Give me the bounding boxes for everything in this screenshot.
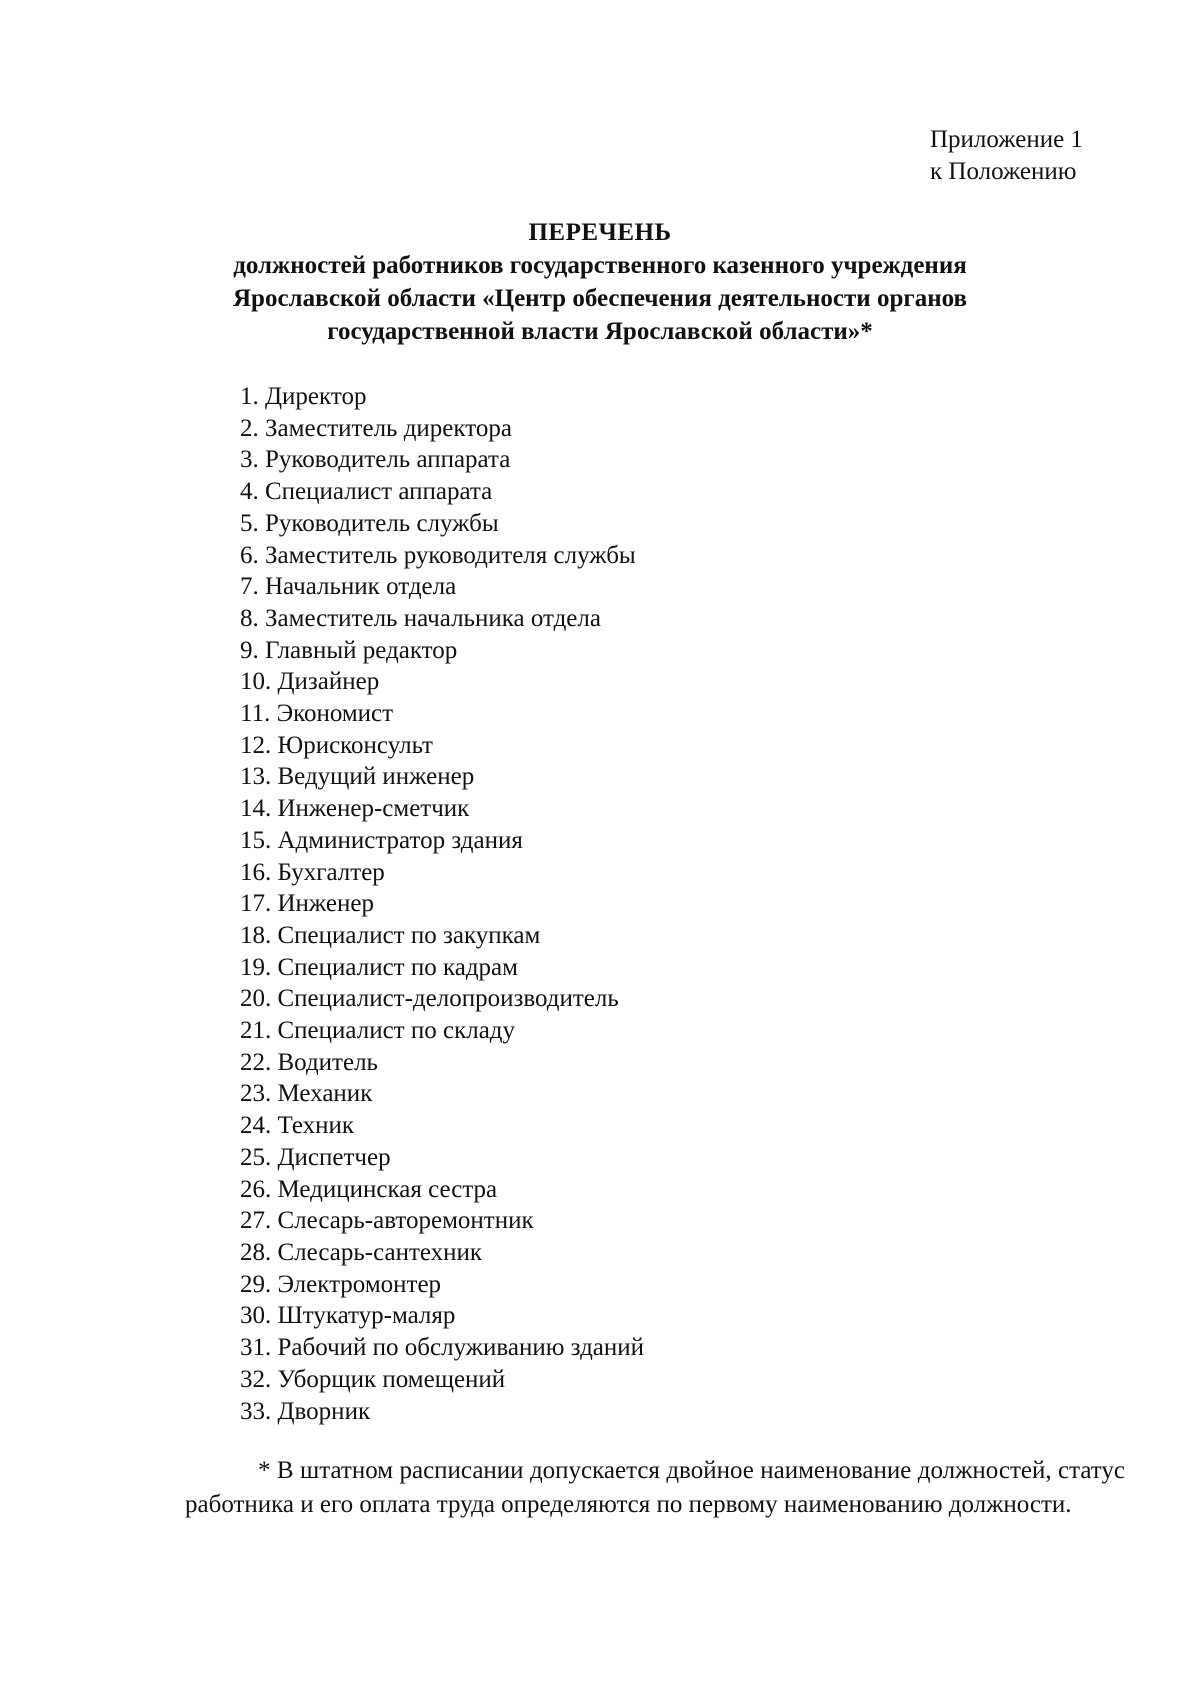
position-item: 19. Специалист по кадрам — [240, 953, 518, 981]
footnote: * В штатном расписании допускается двойное наименование должностей, статус работника и его оплата труда определяются по первому наименованию должности. — [185, 1457, 1125, 1518]
position-item: 30. Штукатур-маляр — [240, 1302, 456, 1330]
document-title: ПЕРЕЧЕНЬ — [528, 219, 672, 246]
positions-list — [240, 381, 644, 1427]
position-item: 18. Специалист по закупкам — [240, 921, 541, 949]
position-item: 3. Руководитель аппарата — [240, 446, 511, 474]
position-item: 22. Водитель — [240, 1048, 378, 1076]
position-item: 33. Дворник — [240, 1397, 371, 1425]
position-item: 7. Начальник отдела — [240, 573, 457, 601]
position-item: 1. Директор — [240, 383, 367, 410]
position-item: 31. Рабочий по обслуживанию зданий — [240, 1334, 645, 1362]
position-item: 14. Инженер-сметчик — [240, 795, 470, 823]
position-item: 17. Инженер — [240, 890, 374, 918]
position-item: 21. Специалист по складу — [240, 1017, 516, 1045]
heading-line-3: государственной власти Ярославской области»* — [327, 318, 873, 345]
position-item: 20. Специалист-делопроизводитель — [240, 985, 619, 1013]
document-heading — [140, 216, 1060, 348]
appendix-line-2: к Положению — [930, 158, 1077, 185]
position-item: 6. Заместитель руководителя службы — [240, 541, 636, 569]
position-item: 27. Слесарь-авторемонтник — [240, 1207, 534, 1235]
position-item: 5. Руководитель службы — [240, 509, 499, 537]
heading-line-2: Ярославской области «Центр обеспечения деятельности органов — [232, 285, 968, 312]
position-item: 2. Заместитель директора — [240, 414, 512, 442]
position-item: 9. Главный редактор — [240, 636, 458, 664]
position-item: 13. Ведущий инженер — [240, 763, 475, 791]
position-item: 25. Диспетчер — [240, 1143, 391, 1171]
position-item: 29. Электромонтер — [240, 1270, 442, 1298]
appendix-line-1: Приложение 1 — [930, 126, 1083, 153]
position-item: 12. Юрисконсульт — [240, 731, 433, 759]
position-item: 32. Уборщик помещений — [240, 1365, 506, 1393]
position-item: 10. Дизайнер — [240, 668, 380, 696]
appendix-note — [930, 124, 1083, 188]
position-item: 26. Медицинская сестра — [240, 1175, 498, 1203]
position-item: 11. Экономист — [240, 700, 394, 728]
position-item: 28. Слесарь-сантехник — [240, 1238, 483, 1266]
position-item: 16. Бухгалтер — [240, 858, 385, 886]
position-item: 24. Техник — [240, 1112, 354, 1140]
position-item: 8. Заместитель начальника отдела — [240, 604, 601, 632]
position-item: 4. Специалист аппарата — [240, 478, 493, 506]
position-item: 15. Администратор здания — [240, 826, 523, 854]
heading-line-1: должностей работников государственного казенного учреждения — [233, 252, 967, 279]
position-item: 23. Механик — [240, 1080, 373, 1108]
